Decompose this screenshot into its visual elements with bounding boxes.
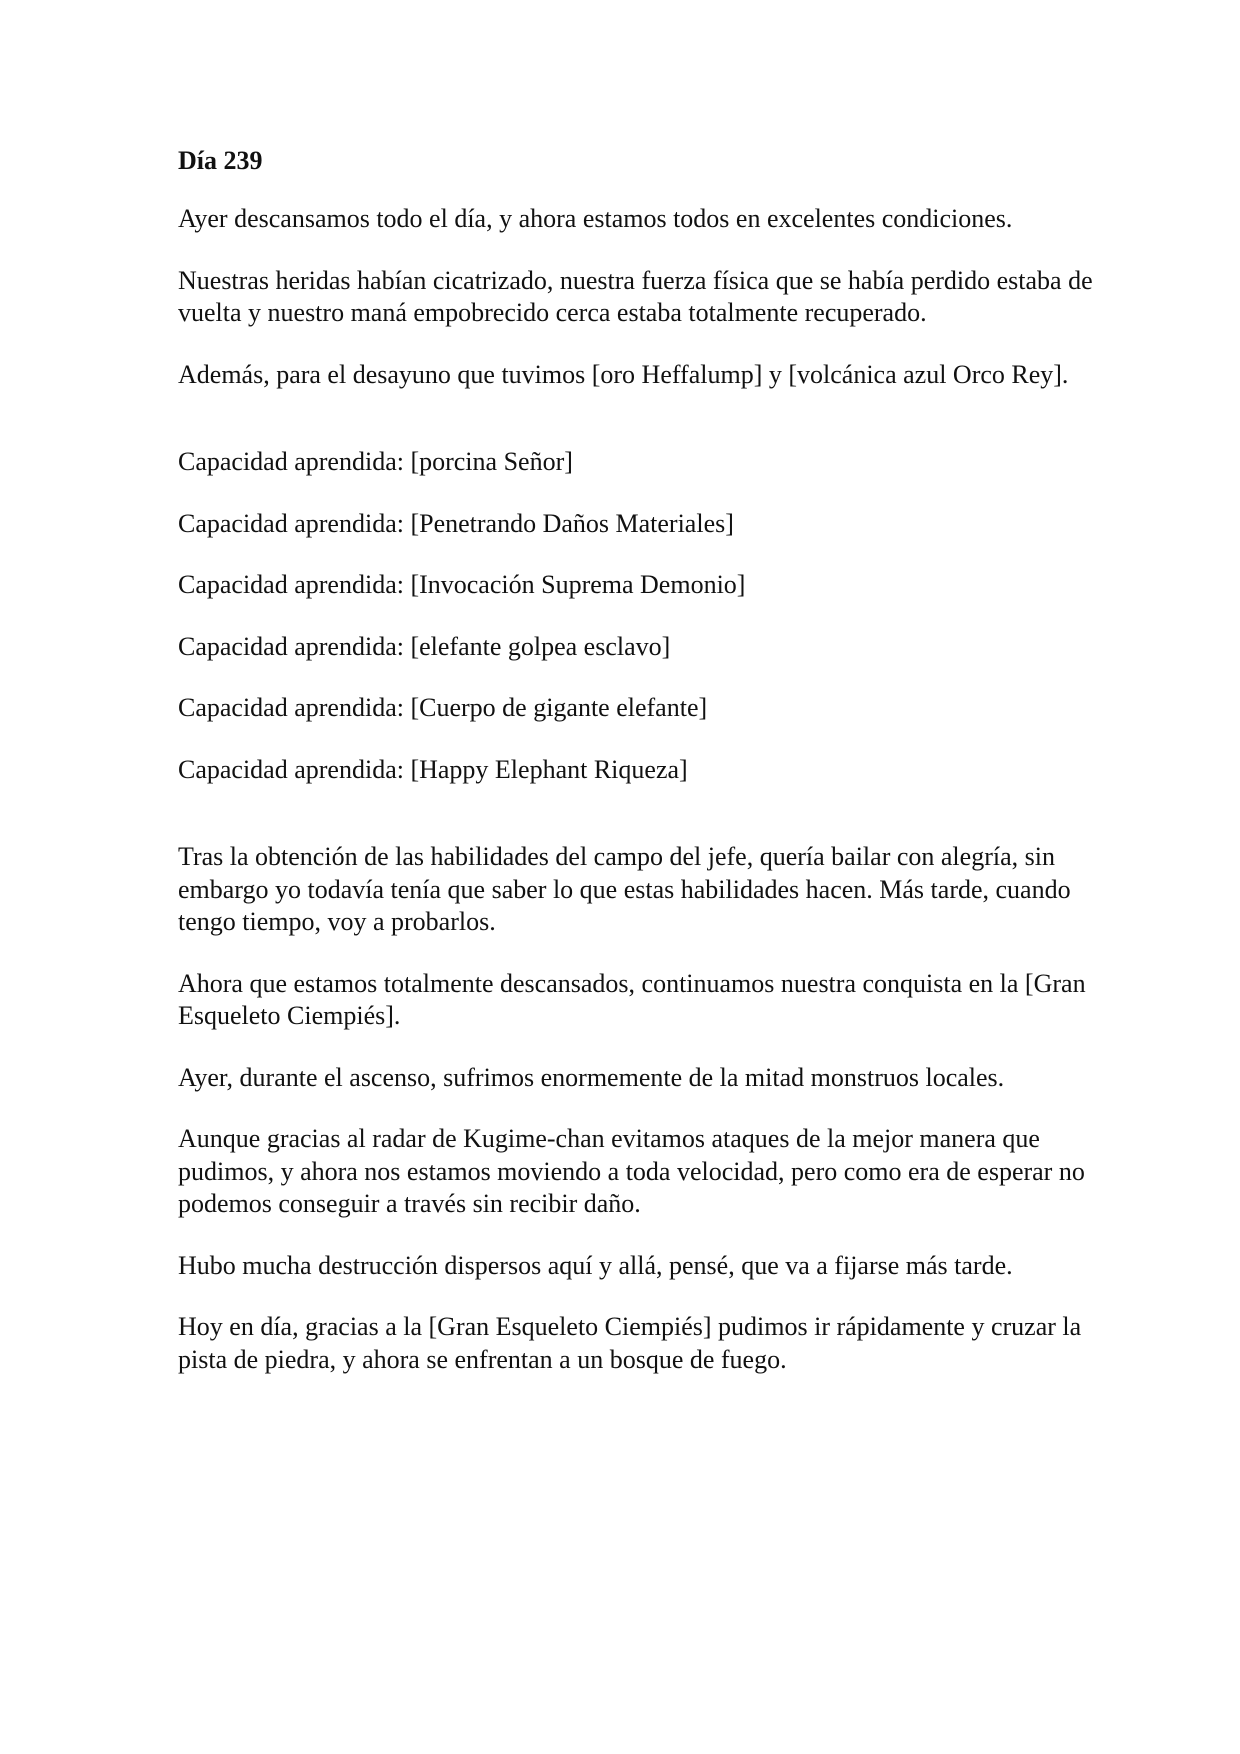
intro-section xyxy=(178,203,1098,391)
paragraph-destruction: Hubo mucha destrucción dispersos aquí y allá, pensé, que va a fijarse más tarde. xyxy=(178,1250,1013,1280)
paragraph-breakfast: Además, para el desayuno que tuvimos [oro Heffalump] y [volcánica azul Orco Rey]. xyxy=(178,359,1069,389)
ability-item: Capacidad aprendida: [elefante golpea esclavo] xyxy=(178,631,671,661)
paragraph-recovery: Nuestras heridas habían cicatrizado, nuestra fuerza física que se había perdido estaba de vuelta y nuestro maná empobrecido cerca estaba totalmente recuperado. xyxy=(178,265,1093,327)
page-title: Día 239 xyxy=(178,146,263,175)
document-body xyxy=(178,145,1098,1405)
ability-item: Capacidad aprendida: [porcina Señor] xyxy=(178,447,573,476)
paragraph-rest: Ayer descansamos todo el día, y ahora estamos todos en excelentes condiciones. xyxy=(178,204,1013,233)
ability-item: Capacidad aprendida: [Invocación Suprema Demonio] xyxy=(178,570,746,599)
abilities-list xyxy=(178,446,1098,786)
paragraph-ascent: Ayer, durante el ascenso, sufrimos enormemente de la mitad monstruos locales. xyxy=(178,1062,1005,1092)
ability-item: Capacidad aprendida: [Penetrando Daños Materiales] xyxy=(178,508,734,538)
ability-item: Capacidad aprendida: [Cuerpo de gigante elefante] xyxy=(178,693,708,722)
ability-item: Capacidad aprendida: [Happy Elephant Riqueza] xyxy=(178,754,688,784)
paragraph-forest: Hoy en día, gracias a la [Gran Esqueleto Ciempiés] pudimos ir rápidamente y cruzar la pista de piedra, y ahora se enfrentan a un bosque de fuego. xyxy=(178,1312,1082,1374)
paragraph-radar: Aunque gracias al radar de Kugime-chan evitamos ataques de la mejor manera que pudimos, y ahora nos estamos moviendo a toda velocidad, pero como era de esperar no podemos conseguir a través sin recibir daño. xyxy=(178,1124,1085,1218)
closing-section xyxy=(178,841,1098,1376)
paragraph-skills: Tras la obtención de las habilidades del campo del jefe, quería bailar con alegría, sin embargo yo todavía tenía que saber lo que estas habilidades hacen. Más tarde, cuando tengo tiempo, voy a probarlos. xyxy=(178,842,1071,936)
paragraph-conquest: Ahora que estamos totalmente descansados, continuamos nuestra conquista en la [Gran Esqueleto Ciempiés]. xyxy=(178,968,1086,1030)
